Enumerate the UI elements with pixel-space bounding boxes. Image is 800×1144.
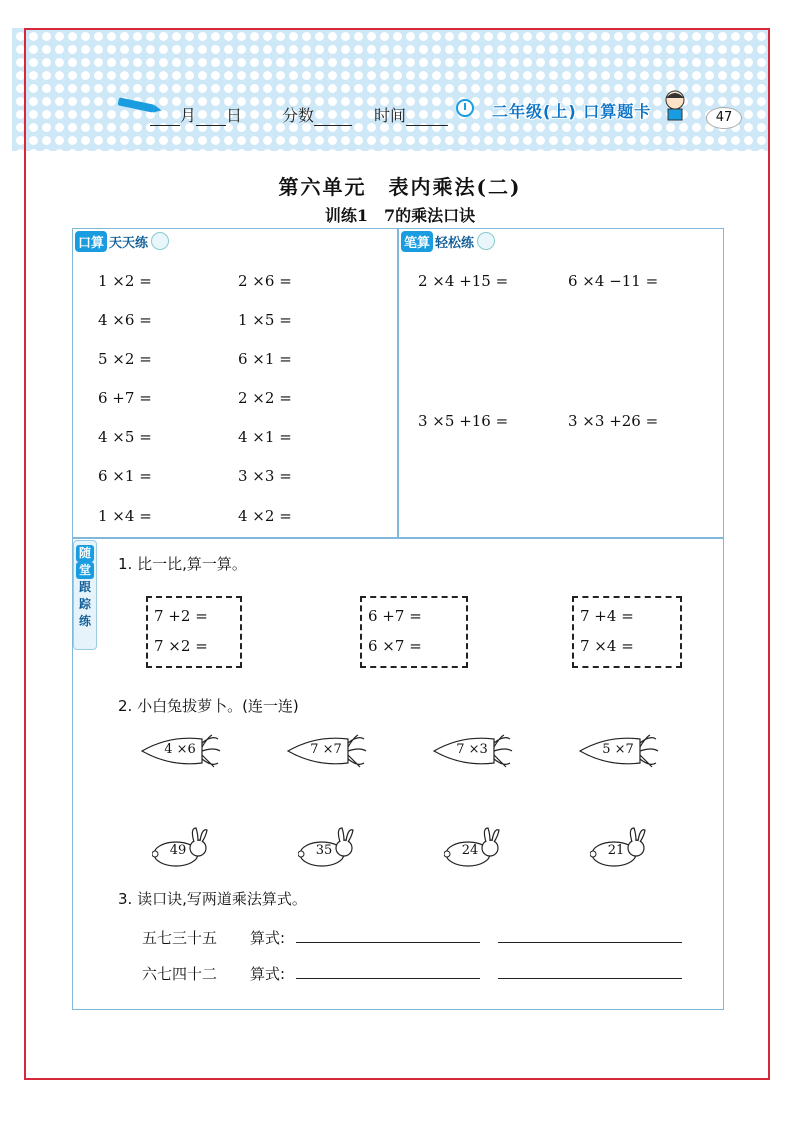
rabbit-label: 24 bbox=[461, 843, 479, 858]
compare-problem: 7 ×4 = bbox=[580, 637, 634, 655]
oral-problem: 2 ×6 = bbox=[238, 272, 292, 290]
carrot-label: 7 ×3 bbox=[456, 742, 488, 757]
question-3: 3. 读口诀,写两道乘法算式。 bbox=[118, 890, 307, 908]
compare-problem: 6 +7 = bbox=[368, 607, 422, 625]
rhyme-text: 六七四十二 bbox=[142, 965, 218, 983]
boy-mascot-icon bbox=[660, 88, 690, 122]
oral-problem: 4 ×2 = bbox=[238, 507, 292, 525]
written-badge: 笔算 轻松练 bbox=[401, 230, 495, 252]
oral-badge: 口算 天天练 bbox=[75, 230, 169, 252]
oral-problem: 1 ×5 = bbox=[238, 311, 292, 329]
compare-problem: 6 ×7 = bbox=[368, 637, 422, 655]
carrot-label: 5 ×7 bbox=[602, 742, 634, 757]
question-1: 1. 比一比,算一算。 bbox=[118, 555, 247, 573]
carrot-label: 4 ×6 bbox=[164, 742, 196, 757]
compare-problem: 7 +4 = bbox=[580, 607, 634, 625]
rabbit-label: 35 bbox=[315, 843, 333, 858]
oral-problem: 1 ×2 = bbox=[98, 272, 152, 290]
written-problem: 6 ×4 −11 = bbox=[568, 272, 659, 290]
sun-icon bbox=[151, 232, 169, 250]
date-fields: 月 日 bbox=[150, 103, 242, 126]
question-2: 2. 小白兔拔萝卜。(连一连) bbox=[118, 697, 299, 715]
compare-box bbox=[360, 596, 468, 668]
oral-problem: 6 ×1 = bbox=[98, 467, 152, 485]
oral-problem: 3 ×3 = bbox=[238, 467, 292, 485]
oral-problem: 4 ×5 = bbox=[98, 428, 152, 446]
score-field: 分数 bbox=[282, 103, 352, 126]
formula-label: 算式: bbox=[250, 965, 286, 983]
oral-problem: 6 ×1 = bbox=[238, 350, 292, 368]
oral-problem: 2 ×2 = bbox=[238, 389, 292, 407]
written-problem: 2 ×4 +15 = bbox=[418, 272, 509, 290]
answer-line[interactable] bbox=[498, 978, 682, 979]
oral-problem: 5 ×2 = bbox=[98, 350, 152, 368]
answer-line[interactable] bbox=[296, 978, 480, 979]
oral-problem: 4 ×6 = bbox=[98, 311, 152, 329]
rabbit-label: 49 bbox=[169, 843, 187, 858]
rhyme-text: 五七三十五 bbox=[142, 929, 218, 947]
written-problem: 3 ×5 +16 = bbox=[418, 412, 509, 430]
page-title: 第六单元 表内乘法(二) bbox=[278, 175, 522, 199]
formula-label: 算式: bbox=[250, 929, 286, 947]
answer-line[interactable] bbox=[498, 942, 682, 943]
time-field: 时间 bbox=[374, 103, 448, 126]
clock-icon bbox=[456, 99, 474, 117]
compare-problem: 7 +2 = bbox=[154, 607, 208, 625]
compare-box bbox=[572, 596, 682, 668]
sun-icon bbox=[477, 232, 495, 250]
class-practice-badge: 随 堂 跟 踪 练 bbox=[73, 540, 97, 650]
oral-problem: 1 ×4 = bbox=[98, 507, 152, 525]
rabbit-label: 21 bbox=[607, 843, 625, 858]
oral-problem: 4 ×1 = bbox=[238, 428, 292, 446]
compare-problem: 7 ×2 = bbox=[154, 637, 208, 655]
book-brand: 二年级(上) 口算题卡 bbox=[492, 102, 652, 121]
written-problem: 3 ×3 +26 = bbox=[568, 412, 659, 430]
oral-problem: 6 +7 = bbox=[98, 389, 152, 407]
page-number: 47 bbox=[706, 107, 742, 129]
lesson-subtitle: 训练1 7的乘法口诀 bbox=[324, 206, 476, 225]
carrot-label: 7 ×7 bbox=[310, 742, 342, 757]
answer-line[interactable] bbox=[296, 942, 480, 943]
compare-box bbox=[146, 596, 242, 668]
